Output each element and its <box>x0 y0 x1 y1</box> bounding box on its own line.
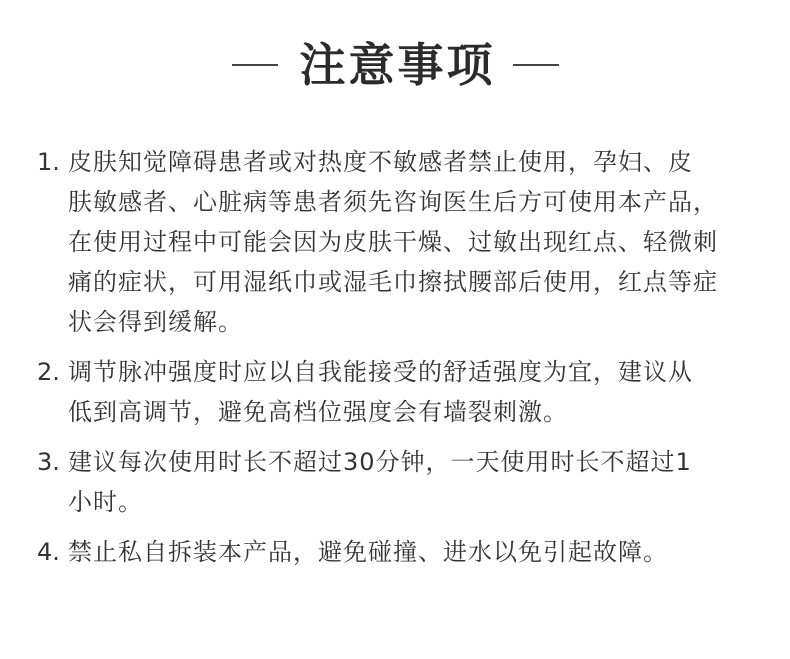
item-text <box>68 442 790 522</box>
item-text <box>68 352 790 432</box>
item-number: 2. <box>37 358 60 386</box>
item-text-line: 在使用过程中可能会因为皮肤干燥、过敏出现红点、轻微刺 <box>68 228 718 256</box>
item-number: 4. <box>37 538 60 566</box>
title-divider-left <box>232 64 278 66</box>
title-divider-right <box>513 64 559 66</box>
item-text-line: 皮肤知觉障碍患者或对热度不敏感者禁止使用，孕妇、皮 <box>68 148 693 176</box>
item-text <box>68 532 790 572</box>
notice-list <box>0 142 790 572</box>
notice-item <box>0 442 790 522</box>
item-text-line: 禁止私自拆装本产品，避免碰撞、进水以免引起故障。 <box>68 538 668 566</box>
notice-item <box>0 142 790 342</box>
item-text-line: 痛的症状，可用湿纸巾或湿毛巾擦拭腰部后使用，红点等症 <box>68 268 718 296</box>
item-text <box>68 142 790 342</box>
notice-item <box>0 532 790 572</box>
item-text-line: 调节脉冲强度时应以自我能接受的舒适强度为宜，建议从 <box>68 358 693 386</box>
item-text-line: 状会得到缓解。 <box>68 308 243 336</box>
item-text-line: 建议每次使用时长不超过30分钟，一天使用时长不超过1 <box>68 448 692 476</box>
item-text-line: 小时。 <box>68 488 143 516</box>
notice-item <box>0 352 790 432</box>
section-header <box>0 35 790 95</box>
item-number: 1. <box>37 148 60 176</box>
section-title: 注意事项 <box>299 38 496 92</box>
item-number: 3. <box>37 448 60 476</box>
item-text-line: 低到高调节，避免高档位强度会有墙裂刺激。 <box>68 398 568 426</box>
item-text-line: 肤敏感者、心脏病等患者须先咨询医生后方可使用本产品， <box>68 188 718 216</box>
